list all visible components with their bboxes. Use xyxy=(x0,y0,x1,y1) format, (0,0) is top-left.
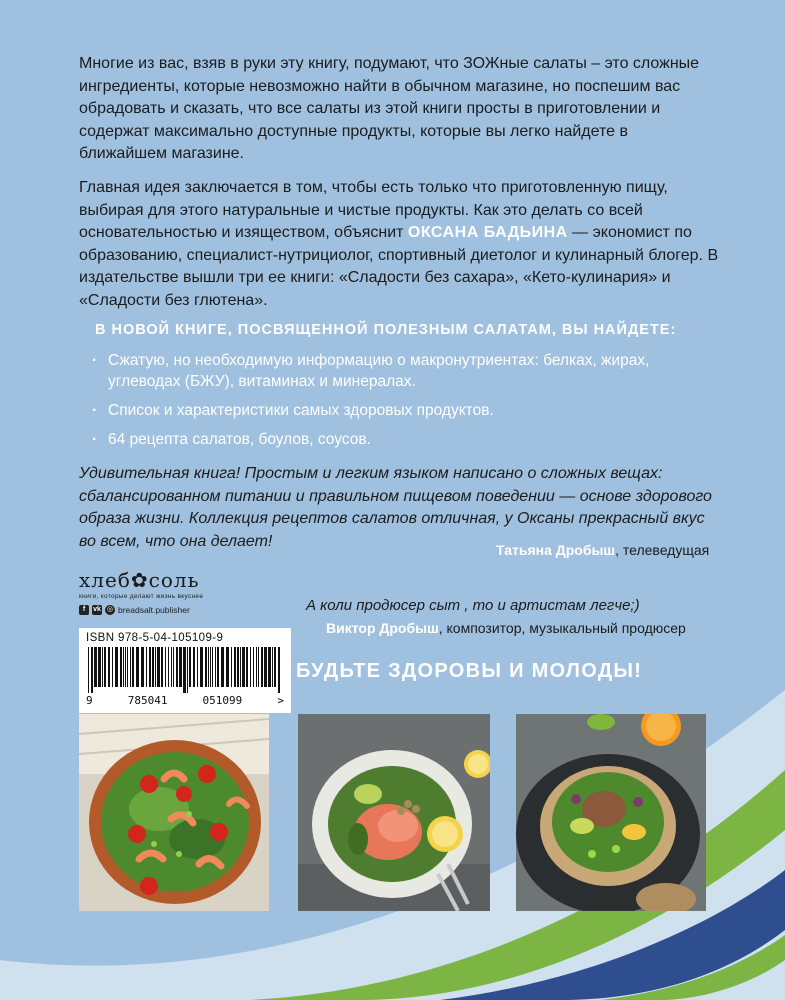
barcode-bar xyxy=(91,647,93,693)
barcode-bar xyxy=(168,647,169,687)
barcode-bar xyxy=(210,647,211,687)
barcode-bar xyxy=(108,647,110,687)
isbn-label: ISBN 978-5-04-105109-9 xyxy=(86,632,224,644)
features-list xyxy=(92,350,712,458)
barcode-bar xyxy=(246,647,248,687)
review-quote: Удивительная книга! Простым и легким языком написано о сложных вещах: сбалансированном питании и правильном пищевом поведении — основе здорового образа жизни. Коллекция рецептов салатов отличная, у Оксаны прекрасный вкус во всем, что она делает! xyxy=(79,465,712,550)
barcode-bar xyxy=(98,647,101,687)
barcode-bar xyxy=(264,647,267,687)
barcode-bar xyxy=(208,647,209,687)
barcode-bar xyxy=(268,647,271,687)
producer-quote: А коли продюсер сыт , то и артистам легче;) xyxy=(306,597,640,614)
producer-author: Виктор Дробыш xyxy=(326,620,439,636)
barcode-bar xyxy=(141,647,144,687)
barcode-bar xyxy=(253,647,254,687)
barcode-digit-group: > xyxy=(277,694,284,707)
barcode-bar xyxy=(157,647,160,687)
review-signature xyxy=(496,541,709,559)
intro-paragraph-1: Многие из вас, взяв в руки эту книгу, подумают, что ЗОЖные салаты – это сложные ингредиенты, которые невозможно найти в обычном магазине, но поспешим вас обрадовать и сказать, что все салаты из этой книги просты в приготовлении и содержат максимально доступные продукты, которые вы легко найдете в ближайшем магазине. xyxy=(79,55,700,163)
barcode-bar xyxy=(94,647,97,687)
barcode-bar xyxy=(215,647,216,687)
vk-icon: vk xyxy=(93,606,101,613)
feature-item: · 64 рецепта салатов, боулов, соусов. xyxy=(92,429,712,450)
barcode-bar xyxy=(189,647,191,687)
barcode-bar xyxy=(149,647,151,687)
barcode-bar xyxy=(136,647,139,687)
barcode-bar xyxy=(183,647,186,693)
barcode-bar xyxy=(256,647,257,687)
barcode-bar xyxy=(187,647,188,693)
barcode-digits xyxy=(86,694,284,707)
barcode-bar xyxy=(200,647,203,687)
barcode-bar xyxy=(240,647,241,687)
barcode-block xyxy=(79,628,291,713)
barcode-bar xyxy=(120,647,122,687)
barcode-bar xyxy=(258,647,259,687)
publisher-block xyxy=(79,569,294,615)
barcode-bar xyxy=(226,647,229,687)
barcode-bar xyxy=(242,647,245,687)
slogan: БУДЬТЕ ЗДОРОВЫ И МОЛОДЫ! xyxy=(296,660,643,682)
salad-photo-salmon xyxy=(298,714,490,911)
barcode-bar xyxy=(161,647,163,687)
producer-author-role: , композитор, музыкальный продюсер xyxy=(438,620,686,636)
review-author-role: , телеведущая xyxy=(615,542,710,558)
barcode-bar xyxy=(197,647,198,687)
barcode-bar xyxy=(212,647,213,687)
salad-photo-quinoa xyxy=(516,714,706,911)
barcode-bar xyxy=(274,647,276,687)
barcode-bar xyxy=(217,647,219,687)
facebook-icon: f xyxy=(79,605,89,615)
salad-photo-shrimp xyxy=(79,714,269,911)
author-name: ОКСАНА БАДЬИНА xyxy=(407,224,568,242)
feature-item: · Сжатую, но необходимую информацию о макронутриентах: белках, жирах, углеводах (БЖУ), витаминах и минералах. xyxy=(92,350,712,392)
intro-paragraph-2 xyxy=(79,177,719,313)
barcode-bar xyxy=(146,647,147,687)
barcode-bar xyxy=(221,647,224,687)
feature-item: · Список и характеристики самых здоровых продуктов. xyxy=(92,400,712,421)
barcode-bar xyxy=(127,647,128,687)
intro-paragraph-2-end: — экономист по образованию, специалист-нутрициолог, спортивный диетолог и кулинарный блогер. В издательстве вышли три ее книги: «Сладости без сахара», «Кето-кулинария» и «Сладости без глютена». xyxy=(79,224,719,309)
barcode-digit-group: 9 xyxy=(86,694,93,707)
publisher-logo: хлеб✿соль xyxy=(79,568,200,592)
barcode-bar xyxy=(132,647,134,687)
barcode-bar xyxy=(261,647,263,687)
barcode-bar xyxy=(102,647,103,687)
barcode-bar xyxy=(152,647,154,687)
barcode-digit-group: 051099 xyxy=(202,694,243,707)
publisher-handle: breadsalt.publisher xyxy=(118,605,190,615)
barcode-bar xyxy=(193,647,195,687)
barcode-bar xyxy=(234,647,236,687)
barcode-bar xyxy=(179,647,182,687)
barcode-bar xyxy=(176,647,178,687)
barcode-bar xyxy=(272,647,273,687)
barcode-bar xyxy=(171,647,172,687)
barcode-bars xyxy=(86,647,284,693)
intro-paragraph-2-start: Главная идея заключается в том, чтобы есть только что приготовленную пищу, выбирая для этого натуральные и чистые продукты. Как это делать со всей основательностью и изяществом, объяснит xyxy=(79,179,668,242)
review-author: Татьяна Дробыш xyxy=(496,542,616,558)
publisher-tagline: книги, которые делают жизнь вкуснее xyxy=(79,593,204,600)
barcode-bar xyxy=(123,647,124,687)
barcode-bar xyxy=(115,647,118,687)
barcode-bar xyxy=(165,647,166,687)
barcode-bar xyxy=(155,647,156,687)
barcode-bar xyxy=(88,647,89,693)
features-heading: В НОВОЙ КНИГЕ, ПОСВЯЩЕННОЙ ПОЛЕЗНЫМ САЛАТАМ, ВЫ НАЙДЕТЕ: xyxy=(95,322,677,338)
barcode-bar xyxy=(104,647,106,687)
barcode-bar xyxy=(250,647,251,687)
barcode-bar xyxy=(231,647,232,687)
barcode-bar xyxy=(130,647,131,687)
publisher-social xyxy=(79,605,294,615)
barcode-digit-group: 785041 xyxy=(127,694,168,707)
producer-signature xyxy=(326,619,686,637)
barcode-bar xyxy=(125,647,126,687)
barcode-bar xyxy=(205,647,207,687)
barcode-bar xyxy=(278,647,280,693)
barcode-bar xyxy=(112,647,113,687)
barcode-bar xyxy=(237,647,239,687)
barcode-bar xyxy=(173,647,174,687)
instagram-icon: ◎ xyxy=(106,606,114,613)
